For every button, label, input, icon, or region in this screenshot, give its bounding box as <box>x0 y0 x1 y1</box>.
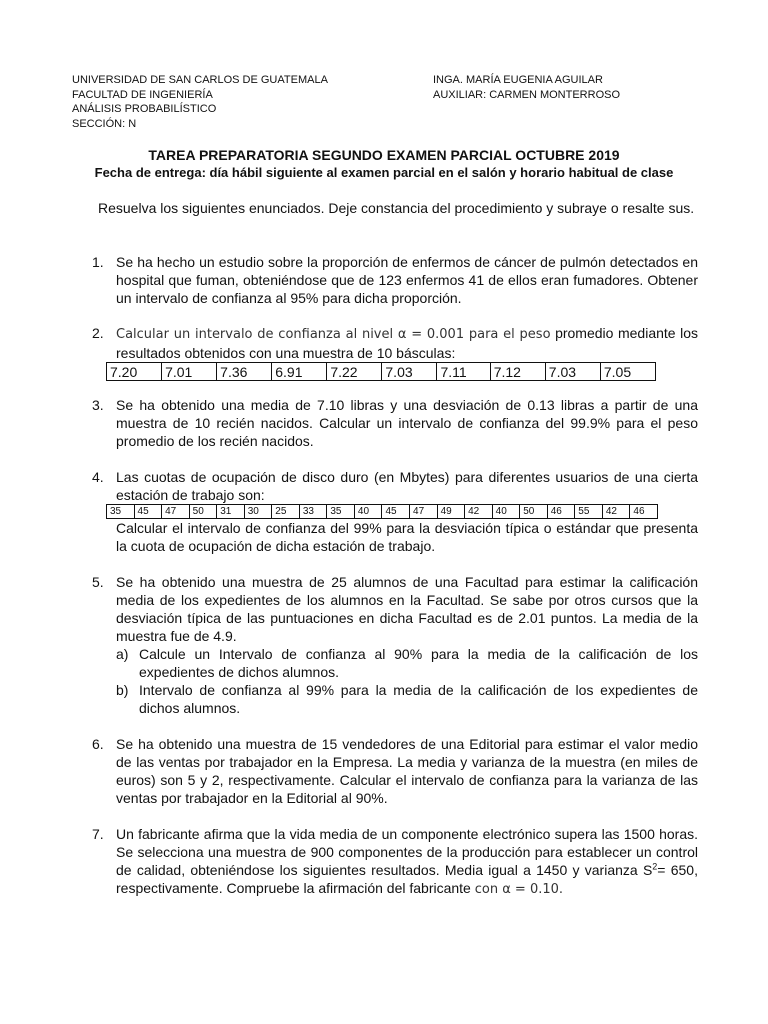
question-text-after: Calcular el intervalo de confianza del 99% para la desviación típica o estándar que presenta la cuota de ocupación de dicha estación de trabajo. <box>116 520 698 554</box>
value-cell: 45 <box>134 505 162 519</box>
question-number: 2. <box>92 325 104 341</box>
page-title: TAREA PREPARATORIA SEGUNDO EXAMEN PARCIAL OCTUBRE 2019 <box>148 147 620 163</box>
value-cell: 7.36 <box>217 363 272 381</box>
superscript: 2 <box>652 861 658 872</box>
header-assistant: AUXILIAR: CARMEN MONTERROSO <box>433 88 621 101</box>
value-cell: 31 <box>217 505 245 519</box>
value-cell: 30 <box>244 505 272 519</box>
header-professor: INGA. MARÍA EUGENIA AGUILAR <box>433 74 603 86</box>
scale-values-table <box>106 362 656 381</box>
header-course: ANÁLISIS PROBABILÍSTICO <box>72 103 217 115</box>
question-text: Las cuotas de ocupación de disco duro (en Mbytes) para diferentes usuarios de una cierta estación de trabajo son: <box>116 469 698 503</box>
value-cell: 7.20 <box>107 363 162 381</box>
value-cell: 7.12 <box>490 363 545 381</box>
header-section: SECCIÓN: N <box>72 117 137 130</box>
question-4 <box>92 468 698 555</box>
question-text: Se ha hecho un estudio sobre la proporción de enfermos de cáncer de pulmón detectados en hospital que fuman, obteniéndose que de 123 enfermos 41 de ellos eran fumadores. Obtener un intervalo de confianza al 95% para dicha proporción. <box>116 254 698 306</box>
value-cell: 47 <box>162 505 190 519</box>
subquestion-b <box>116 681 698 717</box>
question-2 <box>92 324 698 381</box>
question-text <box>116 324 698 362</box>
header-faculty: FACULTAD DE INGENIERÍA <box>72 88 213 101</box>
value-cell: 7.22 <box>327 363 382 381</box>
question-3 <box>92 396 698 450</box>
value-cell: 35 <box>327 505 355 519</box>
value-cell: 46 <box>630 505 658 519</box>
question-number: 3. <box>92 397 104 413</box>
question-text: Se ha obtenido una media de 7.10 libras y una desviación de 0.13 libras a partir de una muestra de 10 recién nacidos. Calcular un intervalo de confianza del 99.9% para el peso promedio de los recién nacidos. <box>116 397 698 449</box>
disk-usage-table <box>106 504 658 519</box>
value-cell: 47 <box>410 505 438 519</box>
value-cell: 33 <box>299 505 327 519</box>
question-text-part: promedio mediante los resultados obtenidos con una muestra de 10 básculas: <box>116 325 698 361</box>
question-number: 6. <box>92 736 104 752</box>
page-subtitle: Fecha de entrega: día hábil siguiente al examen parcial en el salón y horario habitual de clase <box>94 165 674 180</box>
subquestion-a <box>116 645 698 681</box>
question-5 <box>92 573 698 717</box>
question-number: 4. <box>92 469 104 485</box>
subquestion-text: Calcule un Intervalo de confianza al 90% para la media de la calificación de los expedientes de dichos alumnos. <box>139 646 698 680</box>
question-text: Se ha obtenido una muestra de 25 alumnos de una Facultad para estimar la calificación media de los expedientes de los alumnos en la Facultad. Se sabe por otros cursos que la desviación típica de las puntuaciones en dicha Facultad es de 2.01 puntos. La media de la muestra fue de 4.9. <box>116 574 698 644</box>
value-cell: 35 <box>107 505 135 519</box>
header-university: UNIVERSIDAD DE SAN CARLOS DE GUATEMALA <box>72 74 328 86</box>
header-right <box>433 73 620 102</box>
value-cell: 7.03 <box>382 363 437 381</box>
value-cell: 7.05 <box>600 363 655 381</box>
value-cell: 40 <box>492 505 520 519</box>
question-text-part: Calcular un intervalo de confianza al nivel α = 0.001 para el peso <box>116 327 551 342</box>
value-cell: 25 <box>272 505 300 519</box>
question-text-part: con α = 0.10. <box>474 882 564 897</box>
value-cell: 50 <box>189 505 217 519</box>
question-6 <box>92 735 698 807</box>
value-cell: 50 <box>520 505 548 519</box>
instructions: Resuelva los siguientes enunciados. Deje constancia del procedimiento y subraye o resalte sus. <box>98 200 695 216</box>
header-left <box>72 73 328 131</box>
value-cell: 7.01 <box>162 363 217 381</box>
value-cell: 7.03 <box>545 363 600 381</box>
question-1 <box>92 253 698 307</box>
value-cell: 42 <box>602 505 630 519</box>
question-text <box>116 825 698 899</box>
value-cell: 49 <box>437 505 465 519</box>
question-number: 1. <box>92 254 104 270</box>
value-cell: 7.11 <box>437 363 490 381</box>
question-7 <box>92 825 698 899</box>
value-cell: 6.91 <box>272 363 327 381</box>
subquestion-text: Intervalo de confianza al 99% para la media de la calificación de los expedientes de dichos alumnos. <box>139 682 698 716</box>
question-text-part: Un fabricante afirma que la vida media de un componente electrónico supera las 1500 horas. Se selecciona una muestra de 900 componentes de la producción para establecer un control de calidad, obteniéndose los siguientes resultados. Media igual a 1450 y varianza S <box>116 826 698 878</box>
question-text: Se ha obtenido una muestra de 15 vendedores de una Editorial para estimar el valor medio de las ventas por trabajador en la Empresa. La media y varianza de la muestra (en miles de euros) son 5 y 2, respectivamente. Calcular el intervalo de confianza para la varianza de las ventas por trabajador en la Editorial al 90%. <box>116 736 698 806</box>
subquestion-label: b) <box>116 682 129 698</box>
subquestion-label: a) <box>116 646 129 662</box>
value-cell: 42 <box>465 505 493 519</box>
value-cell: 55 <box>575 505 603 519</box>
value-cell: 40 <box>354 505 382 519</box>
value-cell: 45 <box>382 505 410 519</box>
question-text-part: = 650, respectivamente. Compruebe la afirmación del fabricante <box>116 862 698 896</box>
question-number: 5. <box>92 574 104 590</box>
value-cell: 46 <box>547 505 575 519</box>
question-number: 7. <box>92 826 104 842</box>
